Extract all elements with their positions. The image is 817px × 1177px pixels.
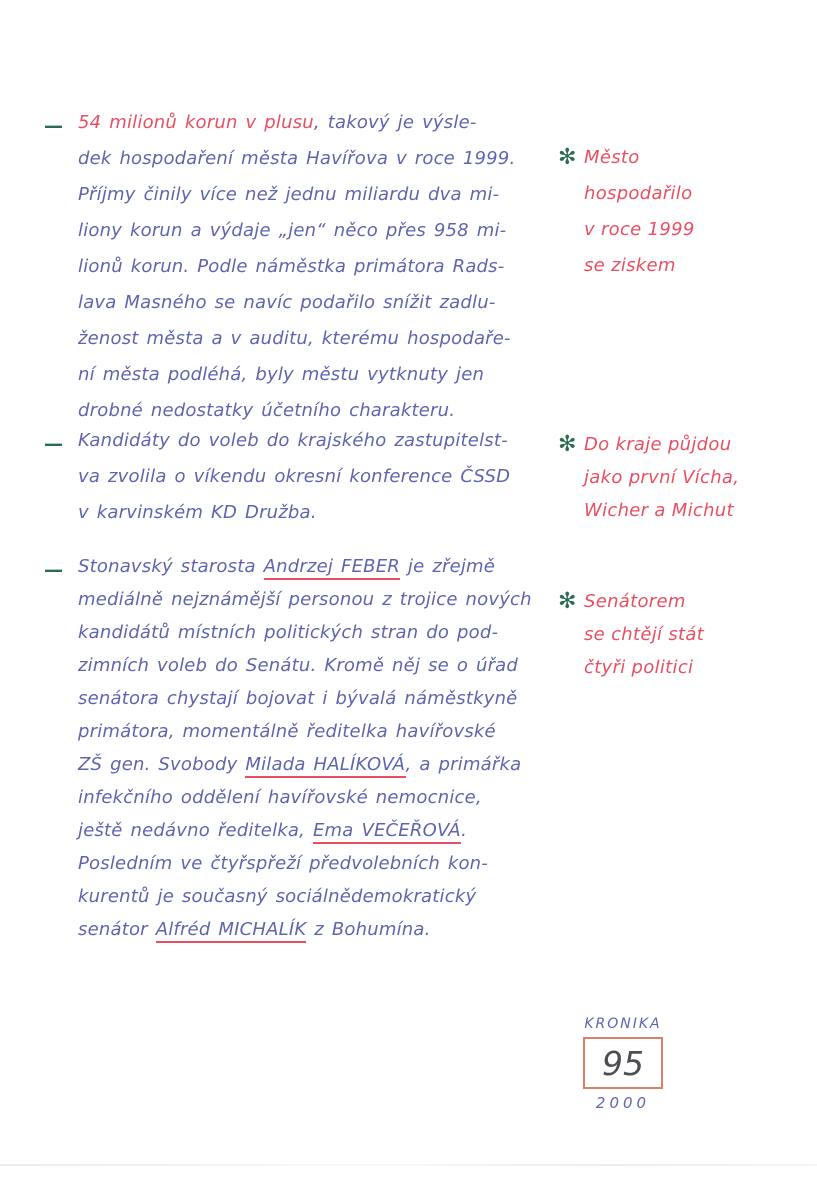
text-segment: v karvinském KD Družba. — [78, 502, 317, 523]
text-segment: z Bohumína. — [306, 919, 431, 940]
margin-note-line: Do kraje půjdou — [584, 434, 732, 455]
text-segment: ní města podléhá, byly městu vytknuty jen — [78, 364, 485, 385]
dash-marker-icon: — — [44, 115, 61, 137]
text-line — [78, 853, 569, 886]
margin-note-line: se chtějí stát — [584, 624, 705, 645]
text-segment: liony korun a výdaje „jen“ něco přes 958 mi- — [78, 220, 507, 241]
text-line — [78, 721, 569, 754]
paragraph — [44, 430, 569, 538]
text-line — [78, 430, 569, 466]
asterisk-marker-icon: ✻ — [558, 145, 577, 170]
text-segment: ženost města a v auditu, kterému hospodaře- — [78, 328, 511, 349]
paragraph — [44, 112, 569, 436]
text-line — [78, 589, 569, 622]
text-segment: Stonavský starosta — [78, 556, 264, 577]
text-segment: , a primářka — [405, 754, 522, 775]
margin-note-line: hospodařilo — [584, 183, 693, 204]
margin-note-line: se ziskem — [584, 255, 676, 276]
text-segment: senátor — [78, 919, 156, 940]
text-line — [78, 184, 569, 220]
paragraph — [44, 556, 569, 952]
text-segment: Kandidáty do voleb do krajského zastupitelst- — [78, 430, 508, 451]
text-segment: dek hospodaření města Havířova v roce 1999. — [78, 148, 516, 169]
margin-note-line: Senátorem — [584, 591, 686, 612]
page-edge-shadow — [0, 1164, 817, 1166]
text-line — [78, 688, 569, 721]
text-line — [78, 754, 569, 787]
text-segment: ještě nedávno ředitelka, — [78, 820, 313, 841]
text-line — [78, 364, 569, 400]
page-number: 95 — [602, 1043, 644, 1083]
text-line — [78, 820, 569, 853]
margin-note-line: Wicher a Michut — [584, 500, 734, 521]
margin-note — [558, 591, 808, 690]
text-segment: drobné nedostatky účetního charakteru. — [78, 400, 456, 421]
asterisk-marker-icon: ✻ — [558, 432, 577, 457]
text-segment: 54 milionů korun v plusu — [78, 112, 314, 133]
margin-note-line: jako první Vícha, — [584, 467, 740, 488]
text-line — [78, 112, 569, 148]
text-segment: kandidátů místních politických stran do pod- — [78, 622, 499, 643]
text-segment: kurentů je současný sociálnědemokratický — [78, 886, 477, 907]
dash-marker-icon: — — [44, 433, 61, 455]
text-segment: senátora chystají bojovat i bývalá náměstkyně — [78, 688, 518, 709]
underlined-name: Milada HALÍKOVÁ — [245, 754, 405, 778]
text-segment: zimních voleb do Senátu. Kromě něj se o úřad — [78, 655, 519, 676]
margin-note-line: čtyři politici — [584, 657, 694, 678]
margin-note — [558, 147, 808, 291]
text-line — [78, 655, 569, 688]
text-segment: lionů korun. Podle náměstka primátora Rads- — [78, 256, 505, 277]
text-segment: Příjmy činily více než jednu miliardu dva mi- — [78, 184, 500, 205]
text-line — [78, 466, 569, 502]
year-label: 2000 — [595, 1094, 651, 1112]
text-line — [78, 220, 569, 256]
text-line — [78, 787, 569, 820]
underlined-name: Andrzej FEBER — [264, 556, 400, 580]
text-segment: . — [461, 820, 468, 841]
text-segment: lava Masného se navíc podařilo snížit zadlu- — [78, 292, 496, 313]
text-segment: va zvolila o víkendu okresní konference ČSSD — [78, 466, 511, 487]
margin-note-line: Město — [584, 147, 640, 168]
text-segment: ZŠ gen. Svobody — [78, 754, 246, 775]
text-line — [78, 502, 569, 538]
page-number-box — [583, 1037, 663, 1089]
text-segment: infekčního oddělení havířovské nemocnice, — [78, 787, 482, 808]
page-footer — [583, 1016, 663, 1112]
text-line — [78, 148, 569, 184]
text-line — [78, 622, 569, 655]
text-segment: mediálně nejznámější personou z trojice nových — [78, 589, 532, 610]
text-line — [78, 886, 569, 919]
underlined-name: Ema VEČEŘOVÁ — [313, 820, 461, 844]
margin-note — [558, 434, 808, 533]
text-line — [78, 328, 569, 364]
asterisk-marker-icon: ✻ — [558, 589, 577, 614]
text-segment: primátora, momentálně ředitelka havířovské — [78, 721, 496, 742]
text-line — [78, 556, 569, 589]
margin-note-line: v roce 1999 — [584, 219, 695, 240]
text-segment: Posledním ve čtyřspřeží předvolebních kon- — [78, 853, 488, 874]
text-segment: , takový je výsle- — [313, 112, 477, 133]
text-line — [78, 292, 569, 328]
text-segment: je zřejmě — [400, 556, 496, 577]
text-line — [78, 919, 569, 952]
dash-marker-icon: — — [44, 559, 61, 581]
kronika-label: KRONIKA — [584, 1016, 662, 1032]
underlined-name: Alfréd MICHALÍK — [156, 919, 307, 943]
text-line — [78, 256, 569, 292]
